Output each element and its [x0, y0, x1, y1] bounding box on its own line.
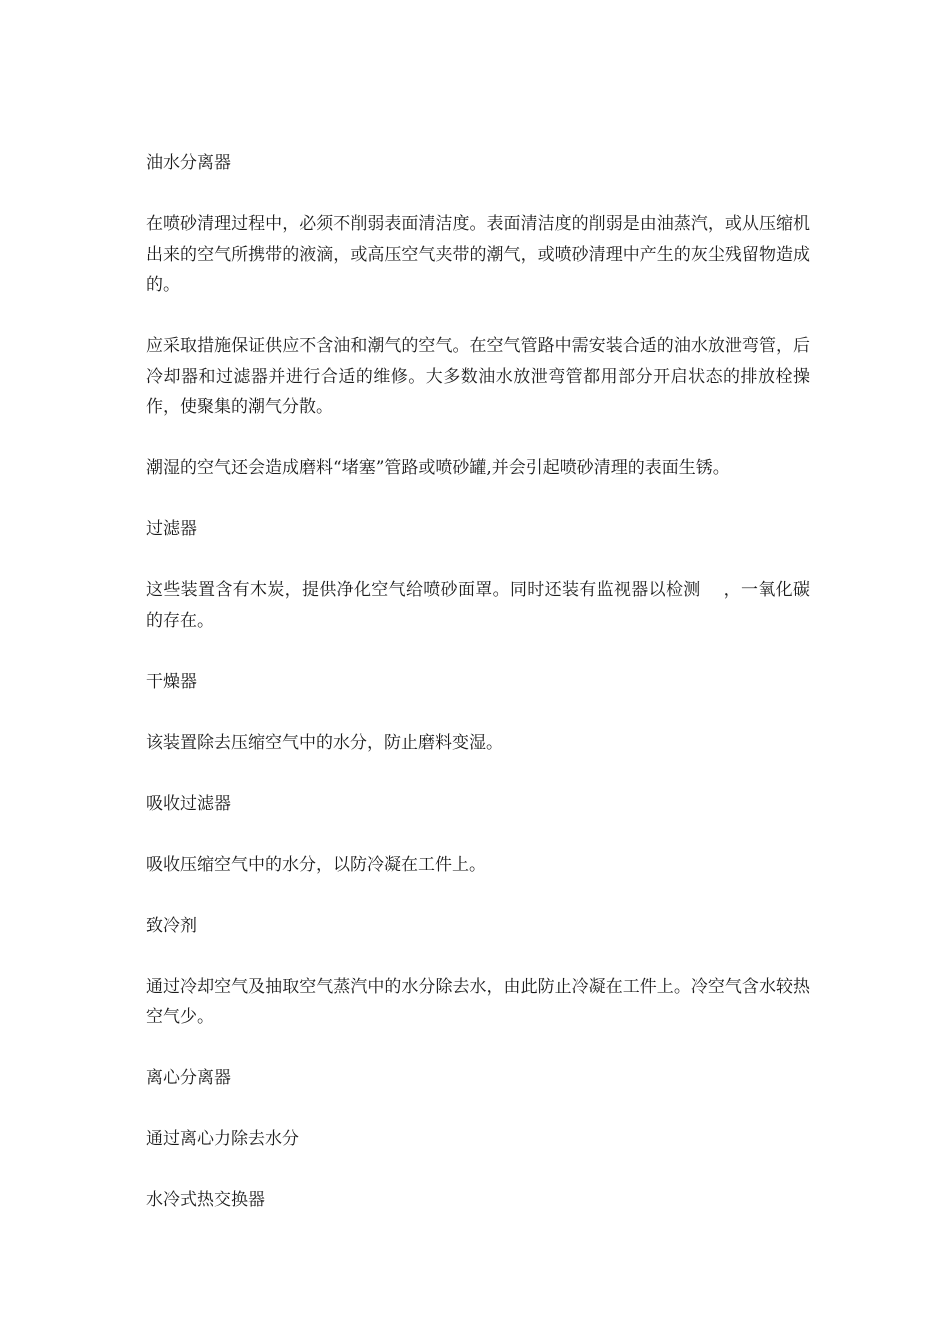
section-heading: 干燥器: [146, 671, 197, 692]
paragraph: 吸收压缩空气中的水分，以防冷凝在工件上。: [146, 854, 486, 875]
paragraph: 通过冷却空气及抽取空气蒸汽中的水分除去水，由此防止冷凝在工件上。冷空气含水较热空气少。: [146, 976, 810, 1027]
section-heading: 致冷剂: [146, 915, 197, 936]
paragraph: 应采取措施保证供应不含油和潮气的空气。在空气管路中需安装合适的油水放泄弯管，后冷却器和过滤器并进行合适的维修。大多数油水放泄弯管都用部分开启状态的排放栓操作，使聚集的潮气分散。: [146, 336, 810, 417]
section-heading: 水冷式热交换器: [146, 1190, 265, 1210]
section-heading: 吸收过滤器: [146, 793, 231, 814]
section-heading: 离心分离器: [146, 1068, 231, 1088]
paragraph: 在喷砂清理过程中，必须不削弱表面清洁度。表面清洁度的削弱是由油蒸汽，或从压缩机出来的空气所携带的液滴，或高压空气夹带的潮气，或喷砂清理中产生的灰尘残留物造成的。: [146, 214, 810, 295]
document-body: [146, 148, 810, 1246]
paragraph: 这些装置含有木炭，提供净化空气给喷砂面罩。同时还装有监视器以检测 ，一氧化碳的存在。: [146, 580, 810, 631]
paragraph: 通过离心力除去水分: [146, 1129, 299, 1149]
section-heading: 过滤器: [146, 519, 197, 539]
paragraph: 该装置除去压缩空气中的水分，防止磨料变湿。: [146, 732, 503, 753]
section-heading: 油水分离器: [146, 153, 231, 173]
paragraph: 潮湿的空气还会造成磨料“堵塞”管路或喷砂罐,并会引起喷砂清理的表面生锈。: [146, 458, 730, 478]
